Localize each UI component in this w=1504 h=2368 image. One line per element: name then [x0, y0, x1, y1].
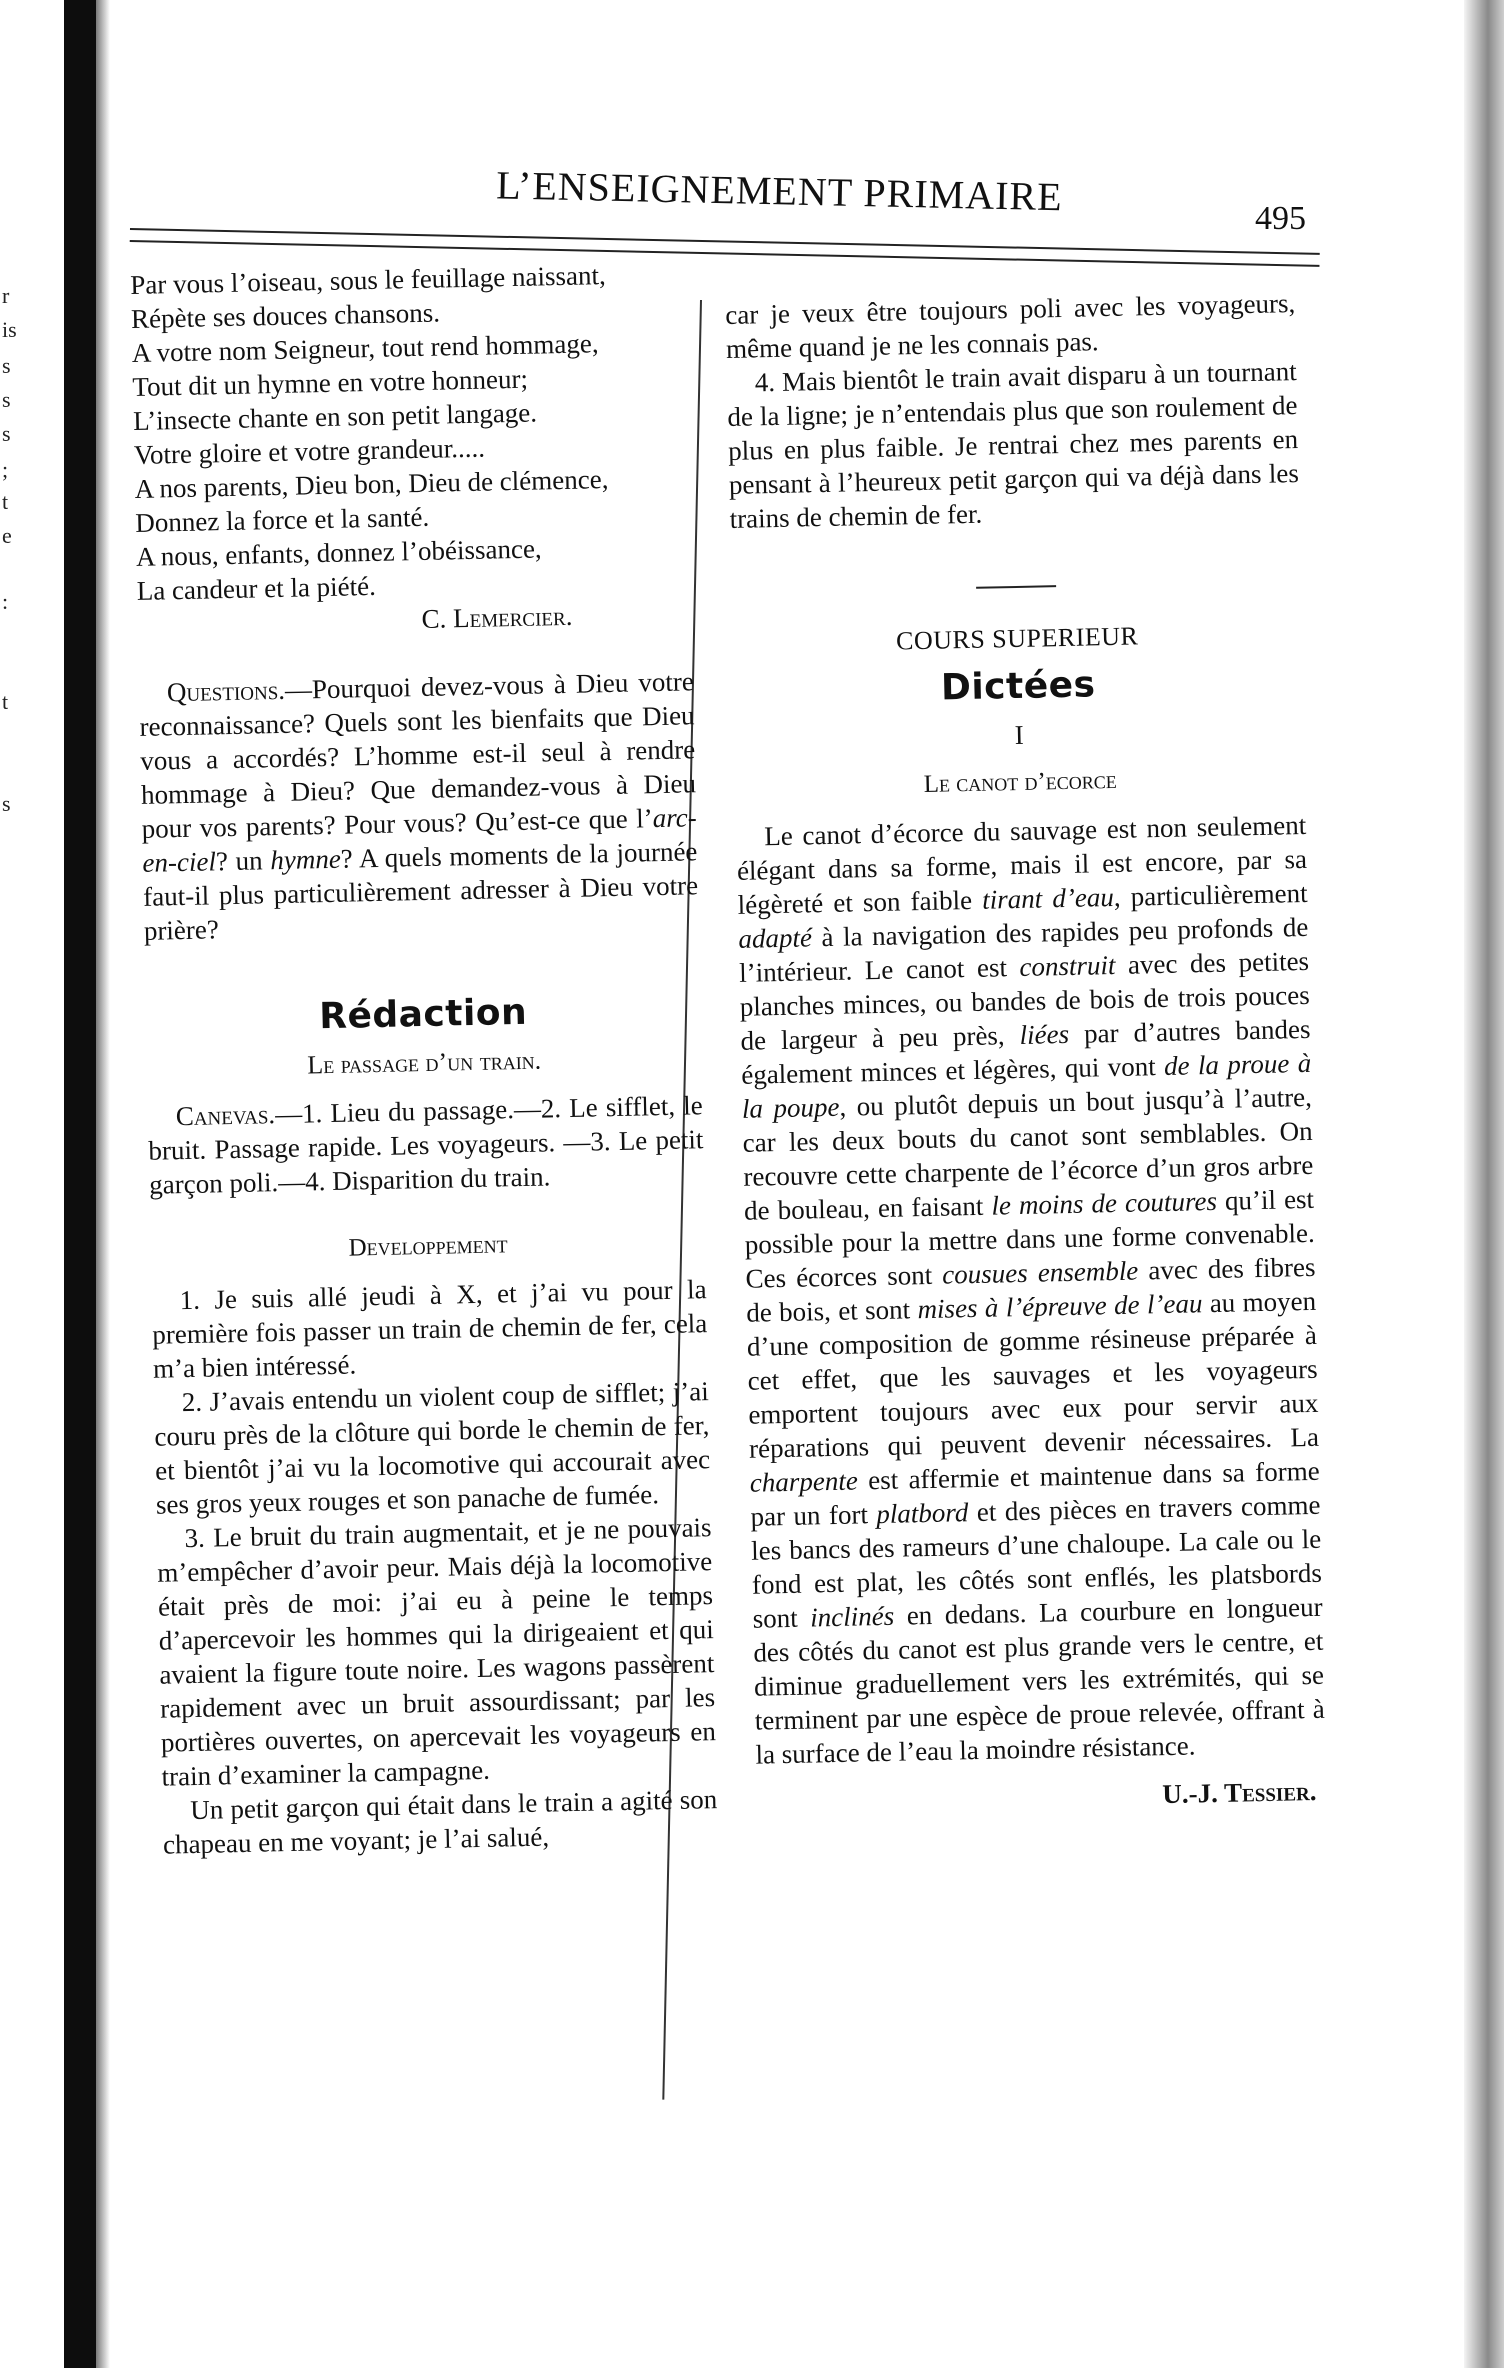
margin-fragment: s	[2, 353, 11, 378]
questions	[139, 664, 700, 948]
page	[110, 0, 1460, 2368]
margin-fragment: ;	[2, 457, 9, 482]
poem-line: Votre gloire et votre grandeur.....	[133, 432, 486, 470]
questions-text: ? un	[215, 845, 271, 877]
paragraph: 3. Le bruit du train augmentait, et je ne pouvais m’empêcher d’avoir peur. Mais déjà la locomotive était près de moi: j’ai eu à peine le temps d’apercevoir les hommes qui la dirigeaient et qui avaient la figure toute noire. Les wagons passèrent rapidement avec un bruit assourdissant; par les portières ouvertes, on apercevait les voyageurs en train d’examiner la campagne.	[157, 1512, 717, 1792]
header-double-rule	[130, 228, 1320, 267]
poem-line: A nos parents, Dieu bon, Dieu de clémence,	[134, 464, 609, 504]
text-run: , ou plutôt depuis un bout jusqu’à l’autre, car les deux bouts du canot sont semblables. On recouvre cette charpente de l’écorce d’un gros arbre de bouleau, en faisant	[742, 1081, 1314, 1226]
poem-line: Donnez la force et la santé.	[135, 501, 430, 538]
page-edge-right	[1464, 0, 1504, 2368]
italic-term: mises à l’épreuve de l’eau	[917, 1288, 1203, 1325]
margin-fragment: t	[2, 689, 9, 714]
margin-fragment: s	[2, 421, 11, 446]
margin-fragment: :	[2, 589, 9, 614]
text-run: , particulièrement	[1113, 877, 1308, 912]
poem	[130, 256, 692, 608]
italic-term: inclinés	[809, 1600, 895, 1633]
canevas	[147, 1088, 704, 1202]
italic-term: de la proue à la poupe	[741, 1047, 1312, 1124]
margin-fragment: t	[2, 489, 9, 514]
canevas-label: Canevas.	[175, 1099, 276, 1132]
poem-author: C. Lemercier.	[421, 600, 573, 634]
running-title: L’ENSEIGNEMENT PRIMAIRE	[495, 162, 1064, 220]
text-run: est affermie et maintenue dans sa forme par un fort	[750, 1455, 1321, 1532]
paragraph: 2. J’avais entendu un violent coup de sifflet; j’ai couru près de la clôture qui borde le chemin de fer, et bientôt j’ai vu la locomotive qui accourait avec ses gros yeux rouges et son panache de fumée.	[154, 1376, 711, 1520]
poem-line: Par vous l’oiseau, sous le feuillage naissant,	[130, 260, 606, 300]
paragraph: 4. Mais bientôt le train avait disparu à un tournant de la ligne; je n’entendais plus que son roulement de plus en plus faible. Je rentrai chez mes parents en pensant à l’heureux petit garçon qui va déjà dans les trains de chemin de fer.	[727, 356, 1300, 534]
questions-term: arc-en-ciel	[142, 802, 697, 878]
margin-fragment: s	[2, 791, 11, 816]
questions-label: Questions.	[166, 674, 286, 708]
right-column	[725, 286, 1327, 1820]
section-title-dictees: Dictées	[940, 664, 1096, 709]
italic-term: construit	[1019, 949, 1116, 982]
italic-term: platbord	[876, 1497, 969, 1530]
poem-line: A nous, enfants, donnez l’obéissance,	[135, 533, 542, 572]
poem-line: L’insecte chante en son petit langage.	[132, 397, 538, 436]
poem-line: La candeur et la piété.	[136, 570, 377, 606]
italic-term: cousues ensemble	[941, 1255, 1139, 1290]
book-spine	[64, 0, 96, 2368]
text-run: avec des fibres de bois, et sont	[745, 1251, 1316, 1328]
text-run: avec des petites planches minces, ou bandes de bois de trois pouces de largeur à peu près,	[739, 945, 1311, 1056]
text-run: qu’il est possible pour la mettre dans une forme convenable. Ces écorces sont	[744, 1183, 1316, 1294]
text-run: Le canot d’écorce du sauvage est non seulement élégant dans sa forme, mais il est encore, par sa légèreté et son faible	[736, 809, 1308, 920]
paragraph: 1. Je suis allé jeudi à X, et j’ai vu pour la première fois passer un train de chemin de fer, cela m’a bien intéressé.	[152, 1274, 708, 1384]
text-run: et des pièces en travers comme les bancs des rameurs d’une chaloupe. La cale ou le fond est plat, les côtés sont enflés, les platsbords sont	[750, 1489, 1323, 1634]
questions-text: ? A quels moments de la journée faut-il plus particulièrement adresser à Dieu votre prière?	[142, 836, 699, 946]
text-run: à la navigation des rapides peu profonds de l’intérieur. Le canot est	[738, 911, 1309, 988]
questions-text: —Pourquoi devez-vous à Dieu votre reconnaissance? Quels sont les bienfaits que Dieu vous a accordés? L’homme est-il seul à rendre hommage à Dieu? Que demandez-vous à Dieu pour vos parents? Pour vous? Qu’est-ce que l’	[139, 666, 697, 844]
margin-fragment: r	[2, 283, 10, 308]
left-column	[130, 256, 718, 1861]
composition-subtitle: Le passage d’un train.	[306, 1045, 542, 1080]
section-title-redaction: Rédaction	[318, 991, 528, 1038]
continuation-text: car je veux être toujours poli avec les voyageurs, même quand je ne les connais pas.	[725, 288, 1296, 364]
gutter-shadow	[96, 0, 110, 2368]
dictation-text	[736, 808, 1326, 1772]
poem-line: Tout dit un hymne en votre honneur;	[132, 363, 529, 402]
dictation-title: Le canot d’ecorce	[923, 766, 1118, 798]
italic-term: tirant d’eau	[981, 881, 1115, 915]
canevas-text: —1. Lieu du passage.—2. Le sifflet, le bruit. Passage rapide. Les voyageurs. —3. Le petit garçon poli.—4. Disparition du train.	[148, 1090, 704, 1200]
poem-line: Répète ses douces chansons.	[130, 297, 441, 334]
questions-term: hymne	[269, 843, 342, 876]
margin-fragment: s	[2, 387, 11, 412]
dictation-author: U.-J. Tessier.	[1162, 1775, 1317, 1810]
paragraph: Un petit garçon qui était dans le train a agité son chapeau en me voyant; je l’ai salué,	[162, 1784, 718, 1860]
course-heading: COURS SUPERIEUR	[895, 621, 1139, 656]
italic-term: adapté	[738, 922, 813, 954]
development-title: Developpement	[348, 1231, 508, 1262]
margin-fragment: is	[2, 317, 17, 342]
page-number: 495	[1255, 200, 1306, 237]
italic-term: liées	[1019, 1018, 1070, 1050]
poem-line: A votre nom Seigneur, tout rend hommage,	[131, 328, 599, 368]
text-run: par d’autres bandes également minces et légères, qui vont	[740, 1013, 1311, 1090]
italic-term: charpente	[749, 1465, 859, 1498]
italic-term: le moins de coutures	[991, 1185, 1218, 1221]
roman-numeral: I	[1014, 719, 1025, 751]
text-run: au moyen d’une composition de gomme résineuse préparée à cet effet, que les sauvages et les voyageurs emportent toujours avec eux pour servir aux réparations qui peuvent devenir nécessaires. La	[746, 1285, 1320, 1464]
text-run: en dedans. La courbure en longueur des côtés du canot est plus grande vers le centre, et diminue graduellement vers les extrémités, qui se terminent par une espèce de proue relevée, offrant à la surface de l’eau la moindre résistance.	[753, 1591, 1325, 1770]
margin-fragment: e	[2, 523, 12, 548]
